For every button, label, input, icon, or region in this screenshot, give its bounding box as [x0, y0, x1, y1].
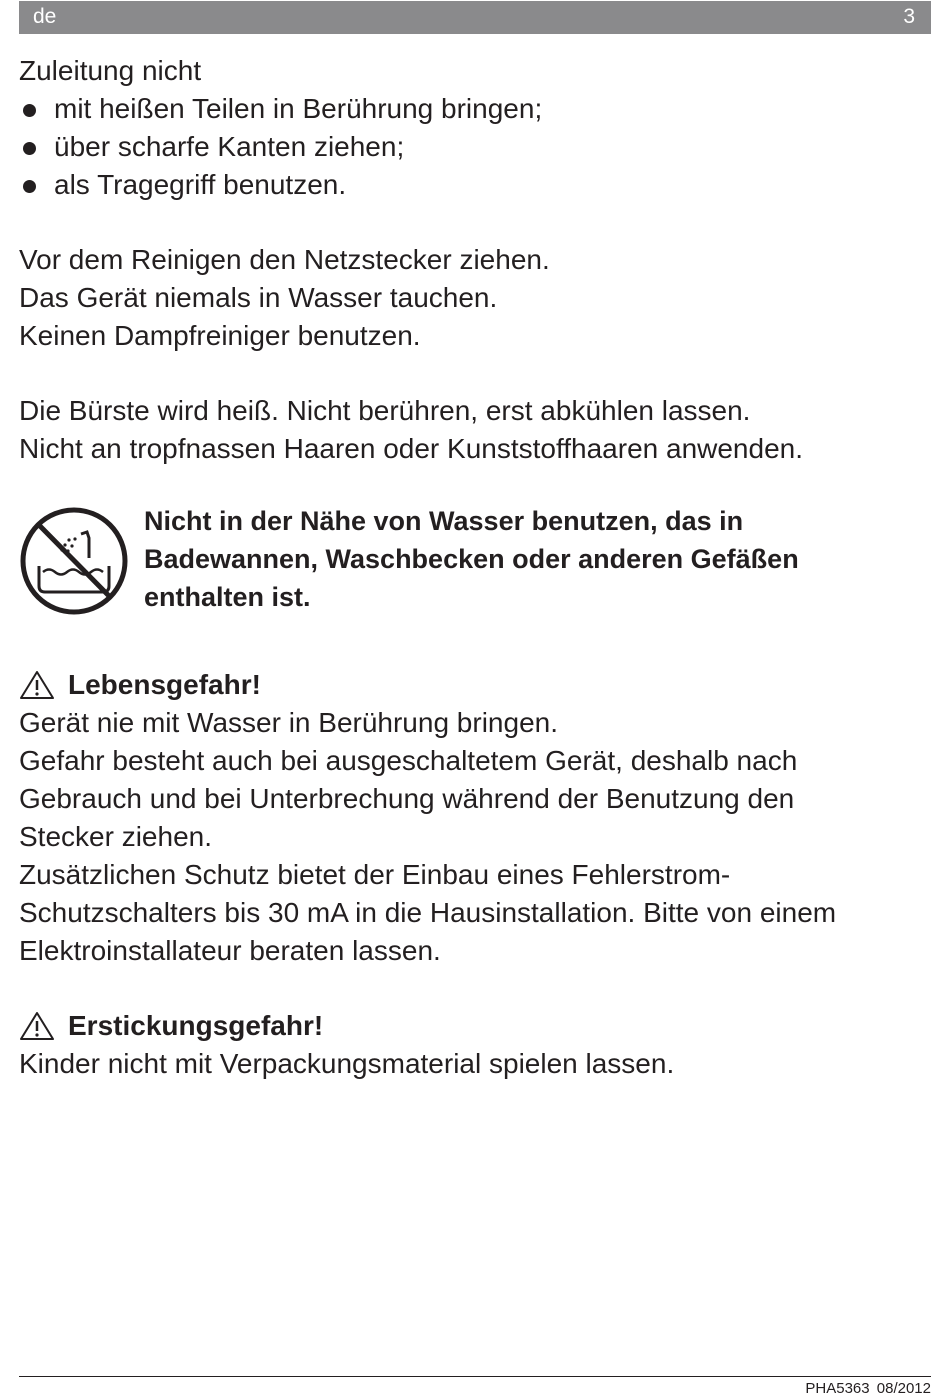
danger-life-heading: Lebensgefahr!: [19, 666, 931, 704]
brush-text: Die Bürste wird heiß. Nicht berühren, erst abkühlen lassen.: [19, 395, 751, 426]
water-warning: [19, 506, 931, 626]
danger-life-text: Stecker ziehen.: [19, 821, 212, 852]
cleaning-text: Vor dem Reinigen den Netzstecker ziehen.: [19, 244, 550, 275]
no-water-icon: [19, 506, 129, 616]
warning-triangle-icon: [19, 1011, 55, 1041]
list-item: über scharfe Kanten ziehen;: [19, 128, 931, 166]
danger-life-text: Gerät nie mit Wasser in Berührung bringen.: [19, 707, 558, 738]
list-item: mit heißen Teilen in Berührung bringen;: [19, 90, 931, 128]
brush-text: Nicht an tropfnassen Haaren oder Kunststoffhaaren anwenden.: [19, 433, 803, 464]
cleaning-text: Keinen Dampfreiniger benutzen.: [19, 320, 421, 351]
danger-suffocation-heading: Erstickungsgefahr!: [19, 1007, 931, 1045]
footer-divider: [19, 1376, 931, 1377]
water-warning-text: Nicht in der Nähe von Wasser benutzen, das in Badewannen, Waschbecken oder anderen Gefäßen enthalten ist.: [144, 506, 799, 612]
header-bar: [19, 1, 931, 34]
danger-life-text: Zusätzlichen Schutz bietet der Einbau eines Fehlerstrom-: [19, 859, 731, 890]
document-code: PHA5363 08/2012: [805, 1380, 931, 1397]
danger-life-text: Gefahr besteht auch bei ausgeschaltetem Gerät, deshalb nach: [19, 745, 798, 776]
cleaning-text: Das Gerät niemals in Wasser tauchen.: [19, 282, 498, 313]
cord-intro: Zuleitung nicht: [19, 55, 202, 86]
danger-suffocation-text: Kinder nicht mit Verpackungsmaterial spielen lassen.: [19, 1048, 675, 1079]
bullet-icon: [19, 90, 54, 128]
list-item: als Tragegriff benutzen.: [19, 166, 931, 204]
bullet-icon: [19, 166, 54, 204]
warning-triangle-icon: [19, 670, 55, 700]
bullet-icon: [19, 128, 54, 166]
page-number: 3: [903, 5, 915, 28]
language-code: de: [33, 5, 57, 28]
danger-life-text: Elektroinstallateur beraten lassen.: [19, 935, 441, 966]
danger-life-text: Schutzschalters bis 30 mA in die Hausinstallation. Bitte von einem: [19, 897, 837, 928]
danger-life-text: Gebrauch und bei Unterbrechung während der Benutzung den: [19, 783, 795, 814]
page-content: [19, 52, 931, 1083]
